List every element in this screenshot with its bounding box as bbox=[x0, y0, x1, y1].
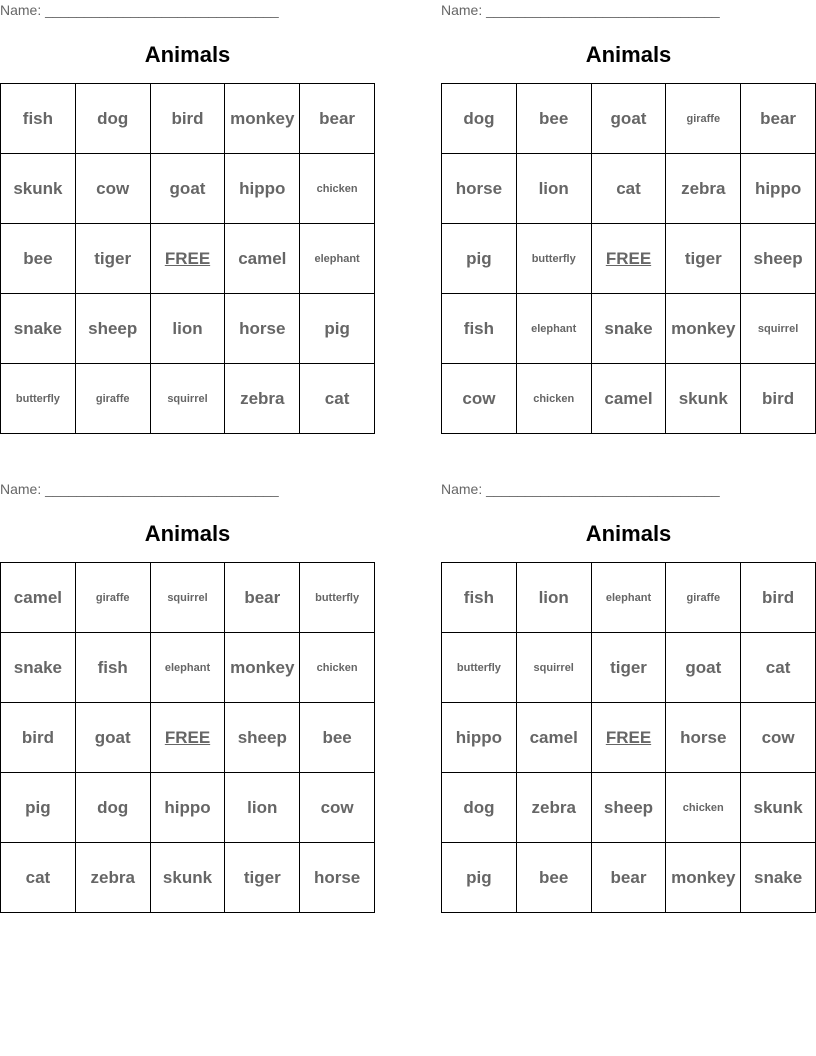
bingo-cell: elephant bbox=[151, 633, 226, 703]
bingo-card-3 bbox=[0, 479, 375, 919]
bingo-cell: hippo bbox=[225, 154, 300, 224]
bingo-cell: bird bbox=[1, 703, 76, 773]
bingo-card-1 bbox=[0, 0, 375, 440]
bingo-cell: hippo bbox=[151, 773, 226, 843]
bingo-cell: snake bbox=[1, 294, 76, 364]
bingo-cell: butterfly bbox=[1, 364, 76, 434]
bingo-cell: skunk bbox=[1, 154, 76, 224]
bingo-cell: chicken bbox=[666, 773, 741, 843]
bingo-cell: tiger bbox=[592, 633, 667, 703]
bingo-cell: sheep bbox=[225, 703, 300, 773]
bingo-cell: camel bbox=[592, 364, 667, 434]
bingo-cell: elephant bbox=[517, 294, 592, 364]
bingo-cell: bee bbox=[517, 843, 592, 913]
bingo-cell: fish bbox=[76, 633, 151, 703]
bingo-cell: giraffe bbox=[666, 84, 741, 154]
bingo-cell: snake bbox=[741, 843, 816, 913]
name-field: Name: ______________________________ bbox=[0, 481, 279, 497]
bingo-cell: cat bbox=[1, 843, 76, 913]
bingo-cell: chicken bbox=[300, 633, 375, 703]
bingo-cell: hippo bbox=[741, 154, 816, 224]
free-space-cell: FREE bbox=[151, 224, 226, 294]
bingo-cell: monkey bbox=[225, 633, 300, 703]
bingo-cell: goat bbox=[592, 84, 667, 154]
bingo-cell: bee bbox=[517, 84, 592, 154]
card-title: Animals bbox=[144, 521, 231, 546]
bingo-cell: lion bbox=[517, 154, 592, 224]
bingo-cell: dog bbox=[76, 84, 151, 154]
bingo-cell: cow bbox=[741, 703, 816, 773]
bingo-cell: monkey bbox=[666, 843, 741, 913]
bingo-cell: skunk bbox=[666, 364, 741, 434]
bingo-cell: skunk bbox=[151, 843, 226, 913]
bingo-cell: dog bbox=[442, 84, 517, 154]
bingo-cell: pig bbox=[300, 294, 375, 364]
bingo-cell: horse bbox=[300, 843, 375, 913]
bingo-cell: cow bbox=[300, 773, 375, 843]
bingo-cell: tiger bbox=[76, 224, 151, 294]
bingo-cell: pig bbox=[442, 224, 517, 294]
bingo-cell: snake bbox=[592, 294, 667, 364]
bingo-cell: cow bbox=[442, 364, 517, 434]
bingo-cell: camel bbox=[1, 563, 76, 633]
bingo-cell: bee bbox=[1, 224, 76, 294]
bingo-cell: pig bbox=[1, 773, 76, 843]
bingo-cell: fish bbox=[442, 563, 517, 633]
bingo-grid bbox=[441, 83, 816, 434]
free-space-cell: FREE bbox=[151, 703, 226, 773]
bingo-cell: giraffe bbox=[76, 563, 151, 633]
bingo-cell: butterfly bbox=[442, 633, 517, 703]
bingo-cell: bird bbox=[741, 563, 816, 633]
bingo-cell: elephant bbox=[300, 224, 375, 294]
bingo-cell: sheep bbox=[592, 773, 667, 843]
bingo-cell: dog bbox=[76, 773, 151, 843]
bingo-cell: lion bbox=[151, 294, 226, 364]
bingo-grid bbox=[0, 562, 375, 913]
free-space-cell: FREE bbox=[592, 703, 667, 773]
bingo-cell: sheep bbox=[76, 294, 151, 364]
bingo-cell: bear bbox=[300, 84, 375, 154]
bingo-cell: squirrel bbox=[741, 294, 816, 364]
bingo-cell: giraffe bbox=[76, 364, 151, 434]
bingo-cell: bear bbox=[225, 563, 300, 633]
free-space-cell: FREE bbox=[592, 224, 667, 294]
bingo-cell: goat bbox=[76, 703, 151, 773]
bingo-cell: butterfly bbox=[300, 563, 375, 633]
bingo-cell: bee bbox=[300, 703, 375, 773]
bingo-cell: chicken bbox=[300, 154, 375, 224]
bingo-cell: cat bbox=[741, 633, 816, 703]
bingo-cell: sheep bbox=[741, 224, 816, 294]
bingo-cell: dog bbox=[442, 773, 517, 843]
bingo-cell: giraffe bbox=[666, 563, 741, 633]
bingo-cell: bear bbox=[741, 84, 816, 154]
bingo-cell: squirrel bbox=[151, 563, 226, 633]
name-field: Name: ______________________________ bbox=[441, 2, 720, 18]
bingo-cell: lion bbox=[225, 773, 300, 843]
bingo-grid bbox=[0, 83, 375, 434]
bingo-cell: lion bbox=[517, 563, 592, 633]
card-title: Animals bbox=[144, 42, 231, 67]
bingo-cell: fish bbox=[1, 84, 76, 154]
bingo-cell: elephant bbox=[592, 563, 667, 633]
card-title: Animals bbox=[585, 42, 672, 67]
bingo-cell: bear bbox=[592, 843, 667, 913]
bingo-card-2 bbox=[441, 0, 816, 440]
bingo-cell: pig bbox=[442, 843, 517, 913]
bingo-cell: goat bbox=[151, 154, 226, 224]
bingo-cell: bird bbox=[151, 84, 226, 154]
bingo-cell: hippo bbox=[442, 703, 517, 773]
bingo-cell: cow bbox=[76, 154, 151, 224]
bingo-cell: horse bbox=[442, 154, 517, 224]
bingo-cell: butterfly bbox=[517, 224, 592, 294]
bingo-cell: squirrel bbox=[517, 633, 592, 703]
bingo-cell: horse bbox=[666, 703, 741, 773]
bingo-cell: camel bbox=[517, 703, 592, 773]
bingo-cell: skunk bbox=[741, 773, 816, 843]
bingo-cell: cat bbox=[300, 364, 375, 434]
name-field: Name: ______________________________ bbox=[0, 2, 279, 18]
bingo-cell: zebra bbox=[666, 154, 741, 224]
bingo-cell: tiger bbox=[666, 224, 741, 294]
bingo-cell: monkey bbox=[666, 294, 741, 364]
name-field: Name: ______________________________ bbox=[441, 481, 720, 497]
bingo-cell: camel bbox=[225, 224, 300, 294]
bingo-grid bbox=[441, 562, 816, 913]
bingo-cell: goat bbox=[666, 633, 741, 703]
bingo-cell: horse bbox=[225, 294, 300, 364]
bingo-cell: squirrel bbox=[151, 364, 226, 434]
bingo-cell: monkey bbox=[225, 84, 300, 154]
bingo-cell: cat bbox=[592, 154, 667, 224]
card-title: Animals bbox=[585, 521, 672, 546]
bingo-cell: zebra bbox=[76, 843, 151, 913]
bingo-cell: snake bbox=[1, 633, 76, 703]
bingo-cell: tiger bbox=[225, 843, 300, 913]
bingo-cell: zebra bbox=[517, 773, 592, 843]
bingo-cell: fish bbox=[442, 294, 517, 364]
bingo-card-4 bbox=[441, 479, 816, 919]
bingo-cell: bird bbox=[741, 364, 816, 434]
bingo-cell: zebra bbox=[225, 364, 300, 434]
bingo-cell: chicken bbox=[517, 364, 592, 434]
